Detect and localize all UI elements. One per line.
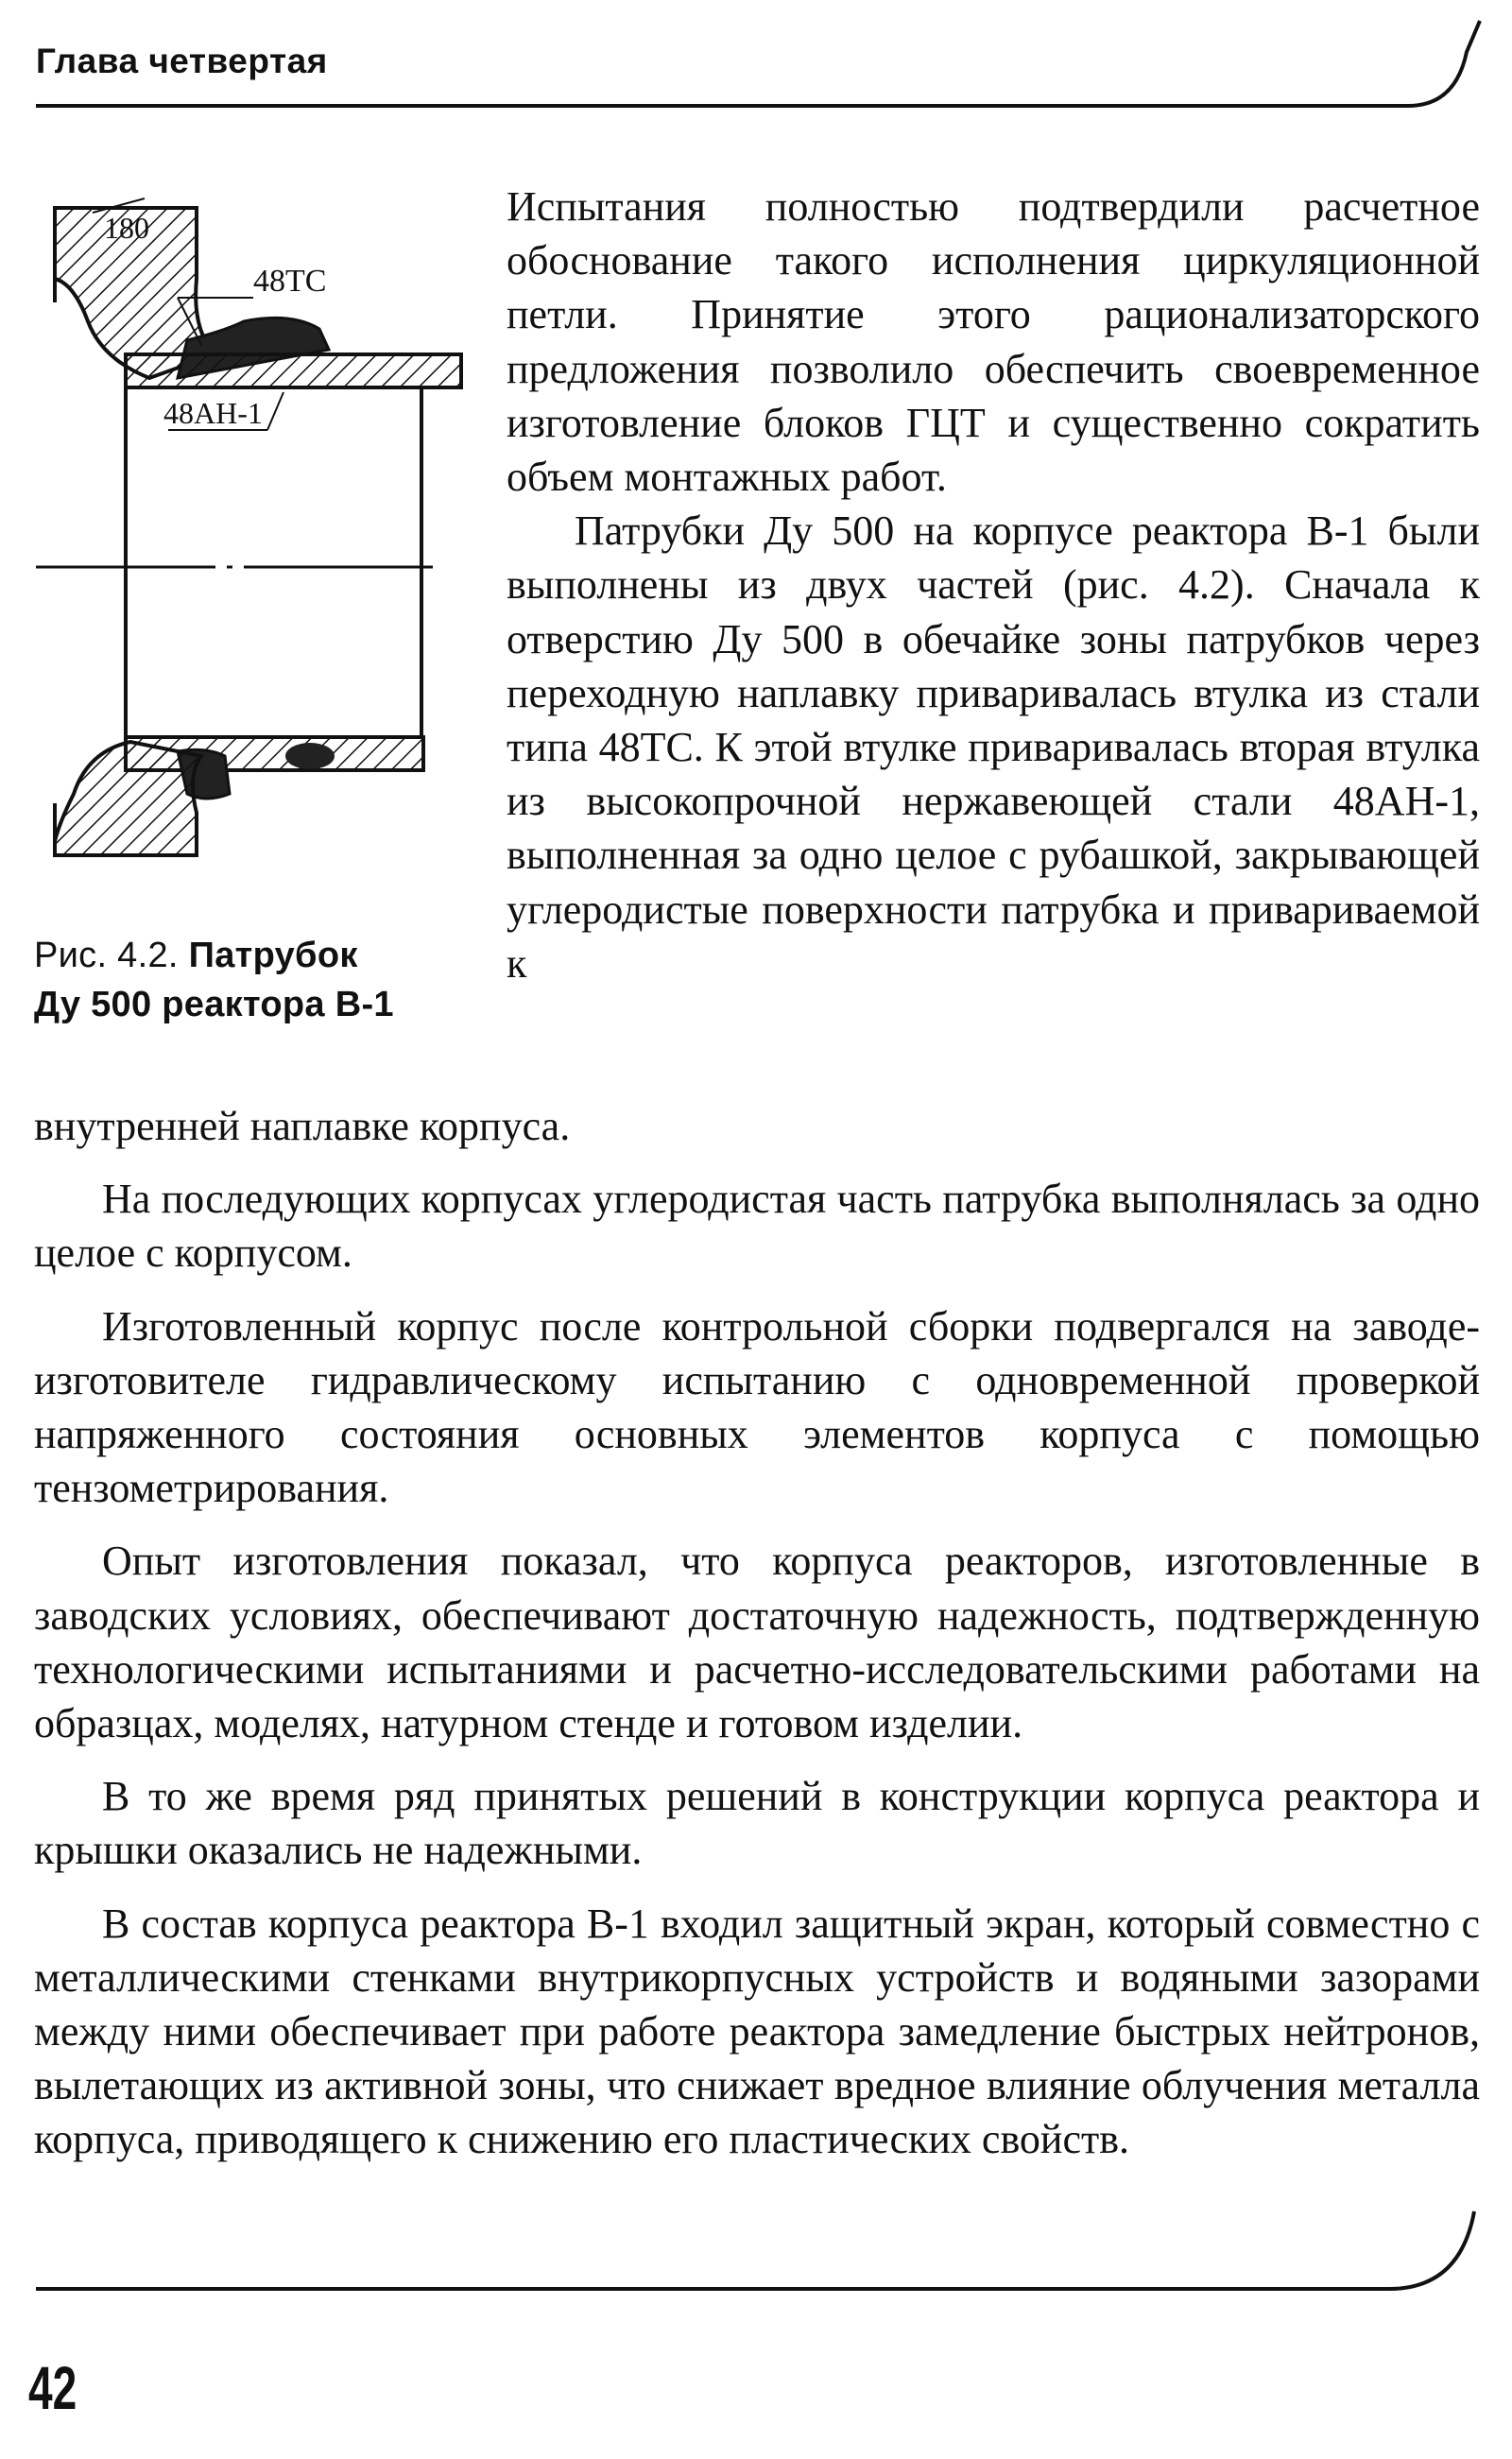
figure-nozzle-drawing <box>36 189 471 869</box>
lower-shell-section <box>55 742 201 855</box>
text-column-right <box>507 180 1480 990</box>
paragraph-5: Опыт изготовления показал, что корпуса реакторов, изготовленные в заводских условиях, обеспечивают достаточную надежность, подтвержденную технологическими испытаниями и расчетно-исследовательскими работами на образцах, моделях, натурном стенде и готовом изделии. <box>34 1538 1480 1747</box>
label-48ts: 48ТС <box>253 264 327 299</box>
paragraph-3: На последующих корпусах углеродистая часть патрубка выполнялась за одно целое с корпусом. <box>34 1176 1480 1277</box>
caption-prefix: Рис. 4.2. <box>34 936 179 975</box>
upper-sleeve <box>126 354 461 387</box>
page-number: 42 <box>28 2354 77 2422</box>
text-full-width <box>34 1099 1480 2167</box>
caption-title-2: Ду 500 реактора В-1 <box>34 985 394 1024</box>
chapter-title: Глава четвертая <box>36 42 328 80</box>
paragraph-7: В состав корпуса реактора В-1 входил защитный экран, который совместно с металлическими стенками внутрикорпусных устройств и водяными зазорами между ними обеспечивает при работе реактора замедление быстрых нейтронов, вылетающих из активной зоны, что снижает вредное влияние облучения металла корпуса, приводящего к снижению его пластических свойств. <box>34 1900 1480 2163</box>
label-angle: 180 <box>104 211 149 245</box>
paragraph-2-continuation: внутренней наплавке корпуса. <box>34 1103 571 1149</box>
paragraph-6: В то же время ряд принятых решений в конструкции корпуса реактора и крышки оказались не надежными. <box>34 1773 1480 1874</box>
caption-title-1: Патрубок <box>188 936 358 975</box>
figure-caption <box>34 931 478 1029</box>
paragraph-4: Изготовленный корпус после контрольной сборки подвергался на заводе-изготовителе гидравлическому испытанию с одновременной проверкой напряженного состояния основных элементов корпуса с помощью тензометрирования. <box>34 1302 1480 1512</box>
paragraph-2: Патрубки Ду 500 на корпусе реактора В-1 были выполнены из двух частей (рис. 4.2). Сначала к отверстию Ду 500 в обечайке зоны патрубков через переходную наплавку приваривалась втулка из стали типа 48ТС. К этой втулке приваривалась вторая втулка из высокопрочной нержавеющей стали 48АН-1, выполненная за одно целое с рубашкой, закрывающей углеродистые поверхности патрубка и привариваемой к <box>507 507 1480 987</box>
paragraph-1: Испытания полностью подтвердили расчетное обоснование такого исполнения циркуляционной петли. Принятие этого рационализаторского предложения позволило обеспечить своевременное изготовление блоков ГЦТ и существенно сократить объем монтажных работ. <box>507 183 1480 501</box>
label-48an1: 48АН-1 <box>163 396 263 430</box>
footer-rule <box>36 2211 1474 2289</box>
